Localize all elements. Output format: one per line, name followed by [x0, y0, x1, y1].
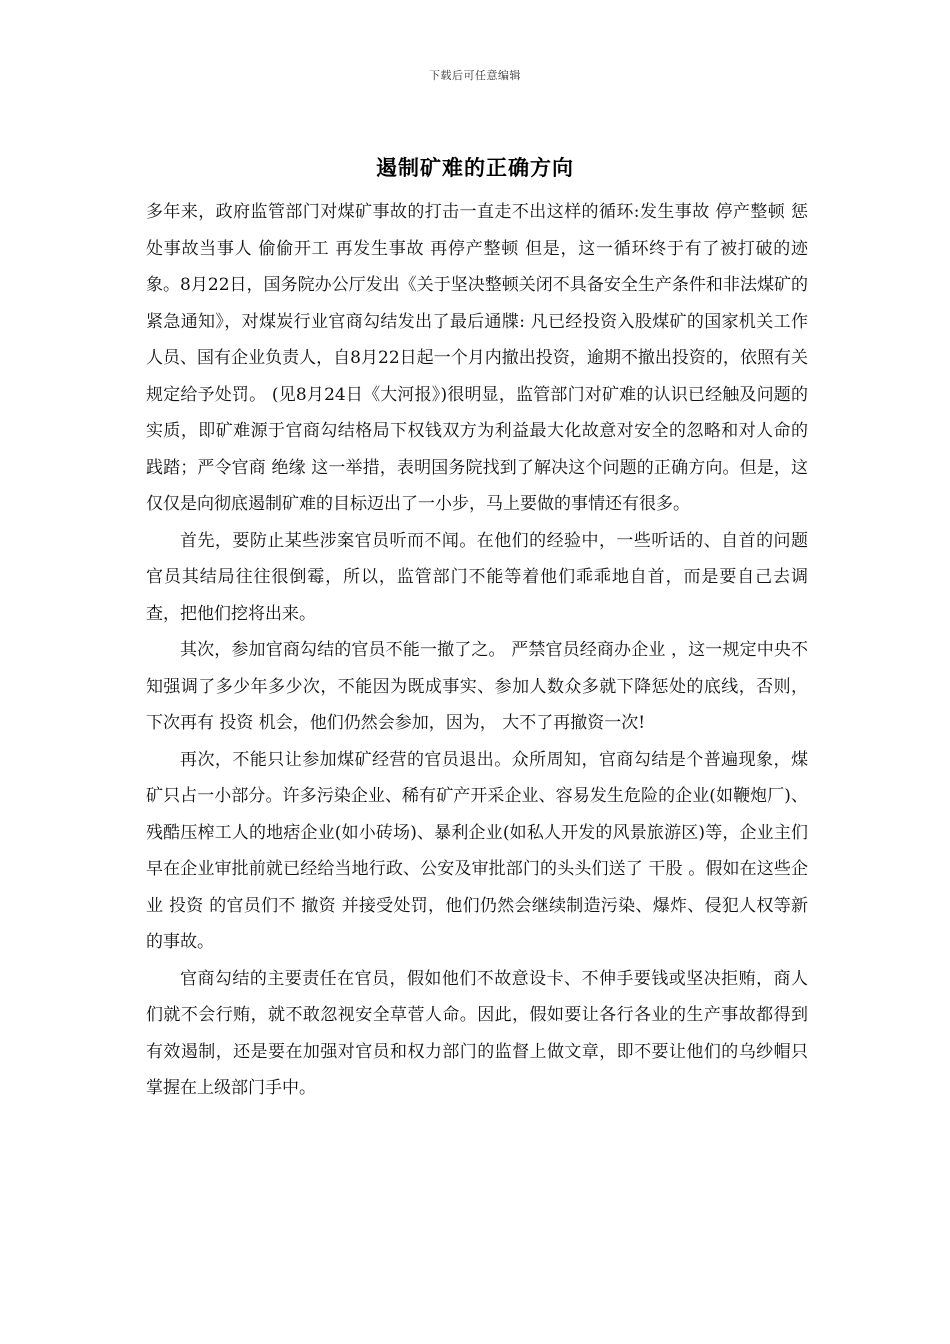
paragraph-third-point: 再次，不能只让参加煤矿经营的官员退出。众所周知，官商勾结是个普遍现象，煤矿只占一小部分。许多污染企业、稀有矿产开采企业、容易发生危险的企业(如鞭炮厂)、残酷压榨工人的地痞企业(如小砖场)、暴利企业(如私人开发的风景旅游区)等，企业主们早在企业审批前就已经给当地行政、公安及审批部门的头头们送了 干股 。假如在这些企业 投资 的官员们不 撤资 并接受处罚，他们仍然会继续制造污染、爆炸、侵犯人权等新的事故。 — [146, 749, 808, 952]
paragraph-intro: 多年来，政府监管部门对煤矿事故的打击一直走不出这样的循环:发生事故 停产整顿 惩处事故当事人 偷偷开工 再发生事故 再停产整顿 但是，这一循环终于有了被打破的迹象。8月22日，国务院办公厅发出《关于坚决整顿关闭不具备安全生产条件和非法煤矿的紧急通知》，对煤炭行业官商勾结发出了最后通牒: 凡已经投资入股煤矿的国家机关工作人员、国有企业负责人，自8月22日起一个月内撤出投资，逾期不撤出投资的，依照有关规定给予处罚。 (见8月24日《大河报》)很明显，监管部门对矿难的认识已经触及问题的实质，即矿难源于官商勾结格局下权钱双方为利益最大化故意对安全的忽略和对人命的践踏；严令官商 绝缘 这一举措，表明国务院找到了解决这个问题的正确方向。但是，这仅仅是向彻底遏制矿难的目标迈出了一小步，马上要做的事情还有很多。 — [146, 202, 808, 514]
document-title: 遏制矿难的正确方向 — [376, 156, 574, 180]
header-note: 下载后可任意编辑 — [429, 69, 521, 82]
paragraph-first-point: 首先，要防止某些涉案官员听而不闻。在他们的经验中，一些听话的、自首的问题官员其结局往往很倒霉，所以，监管部门不能等着他们乖乖地自首，而是要自己去调查，把他们挖将出来。 — [146, 530, 808, 624]
document-body — [146, 194, 808, 1107]
paragraph-conclusion: 官商勾结的主要责任在官员，假如他们不故意设卡、不伸手要钱或坚决拒贿，商人们就不会行贿，就不敢忽视安全草菅人命。因此，假如要让各行各业的生产事故都得到有效遏制，还是要在加强对官员和权力部门的监督上做文章，即不要让他们的乌纱帽只掌握在上级部门手中。 — [146, 968, 808, 1098]
paragraph-second-point: 其次，参加官商勾结的官员不能一撤了之。 严禁官员经商办企业 ，这一规定中央不知强调了多少年多少次，不能因为既成事实、参加人数众多就下降惩处的底线，否则，下次再有 投资 机会，他们仍然会参加，因为， 大不了再撤资一次! — [146, 640, 808, 733]
